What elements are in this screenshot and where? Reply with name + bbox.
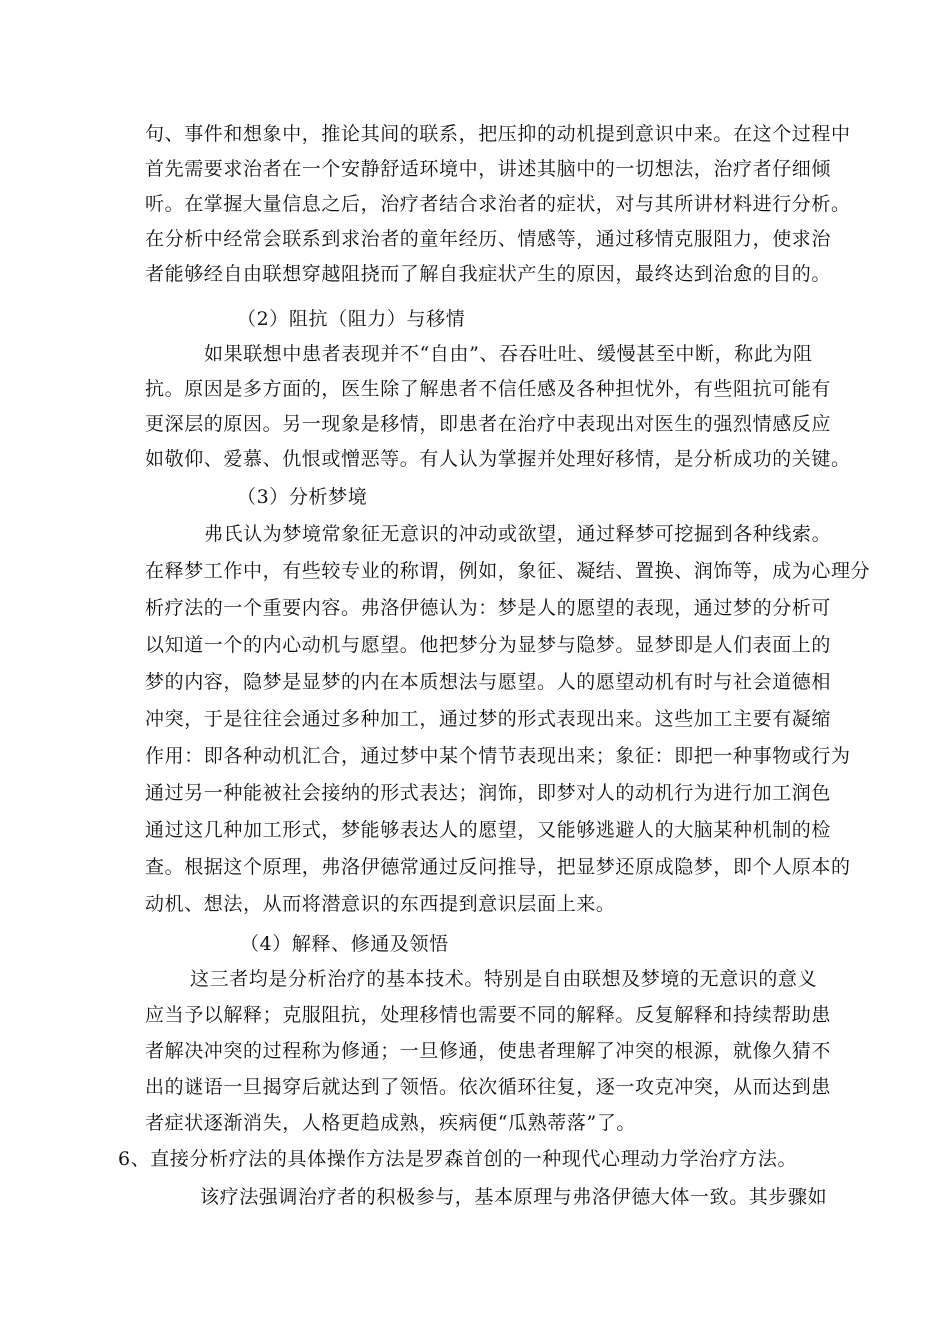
paragraph-line: 抗。原因是多方面的，医生除了解患者不信任感及各种担忧外，有些阻抗可能有 (145, 378, 832, 400)
paragraph-line: 动机、想法，从而将潜意识的东西提到意识层面上来。 (145, 893, 616, 915)
paragraph-line: 作用：即各种动机汇合，通过梦中某个情节表现出来；象征：即把一种事物或行为 (145, 745, 851, 767)
paragraph-line: 弗氏认为梦境常象征无意识的冲动或欲望，通过释梦可挖掘到各种线索。 (204, 523, 832, 545)
paragraph-line: 在释梦工作中，有些较专业的称谓，例如，象征、凝结、置换、润饰等，成为心理分 (145, 560, 871, 582)
paragraph-line: 如敬仰、爱慕、仇恨或憎恶等。有人认为掌握并处理好移情，是分析成功的关键。 (145, 448, 851, 470)
paragraph-line: 者能够经自由联想穿越阻挠而了解自我症状产生的原因，最终达到治愈的目的。 (145, 263, 832, 285)
paragraph-line: 应当予以解释；克服阻抗，处理移情也需要不同的解释。反复解释和持续帮助患 (145, 1004, 832, 1026)
paragraph-line: 通过另一种能被社会接纳的形式表达；润饰，即梦对人的动机行为进行加工润色 (145, 782, 832, 804)
paragraph-line: 在分析中经常会联系到求治者的童年经历、情感等，通过移情克服阻力，使求治 (145, 228, 832, 250)
paragraph-line: 出的谜语一旦揭穿后就达到了领悟。依次循环往复，逐一攻克冲突，从而达到患 (145, 1076, 832, 1098)
paragraph-line: 冲突，于是往往会通过多种加工，通过梦的形式表现出来。这些加工主要有凝缩 (145, 708, 832, 730)
paragraph-line: 首先需要求治者在一个安静舒适环境中，讲述其脑中的一切想法，治疗者仔细倾 (145, 158, 832, 180)
paragraph-line: 以知道一个的内心动机与愿望。他把梦分为显梦与隐梦。显梦即是人们表面上的 (145, 634, 832, 656)
paragraph-line: 听。在掌握大量信息之后，治疗者结合求治者的症状，对与其所讲材料进行分析。 (145, 193, 851, 215)
paragraph-line: 查。根据这个原理，弗洛伊德常通过反问推导，把显梦还原成隐梦，即个人原本的 (145, 856, 851, 878)
paragraph-line: 该疗法强调治疗者的积极参与，基本原理与弗洛伊德大体一致。其步骤如 (200, 1186, 828, 1208)
paragraph-line: 者症状逐渐消失，人格更趋成熟，疾病便“瓜熟蒂落”了。 (145, 1112, 637, 1134)
section-heading-2: （2）阻抗（阻力）与移情 (237, 308, 466, 330)
section-heading-4: （4）解释、修通及领悟 (240, 933, 449, 955)
paragraph-line: 句、事件和想象中，推论其间的联系，把压抑的动机提到意识中来。在这个过程中 (145, 123, 851, 145)
section-6-heading: 6、直接分析疗法的具体操作方法是罗森首创的一种现代心理动力学治疗方法。 (118, 1148, 798, 1170)
paragraph-line: 梦的内容，隐梦是显梦的内在本质想法与愿望。人的愿望动机有时与社会道德相 (145, 671, 832, 693)
paragraph-line: 析疗法的一个重要内容。弗洛伊德认为：梦是人的愿望的表现，通过梦的分析可 (145, 597, 832, 619)
paragraph-line: 如果联想中患者表现并不“自由”、吞吞吐吐、缓慢甚至中断，称此为阻 (204, 343, 813, 365)
paragraph-line: 者解决冲突的过程称为修通；一旦修通，使患者理解了冲突的根源，就像久猜不 (145, 1040, 832, 1062)
paragraph-line: 通过这几种加工形式，梦能够表达人的愿望，又能够逃避人的大脑某种机制的检 (145, 819, 832, 841)
paragraph-line: 这三者均是分析治疗的基本技术。特别是自由联想及梦境的无意识的意义 (190, 968, 818, 990)
section-heading-3: （3）分析梦境 (237, 486, 368, 508)
paragraph-line: 更深层的原因。另一现象是移情，即患者在治疗中表现出对医生的强烈情感反应 (145, 413, 832, 435)
